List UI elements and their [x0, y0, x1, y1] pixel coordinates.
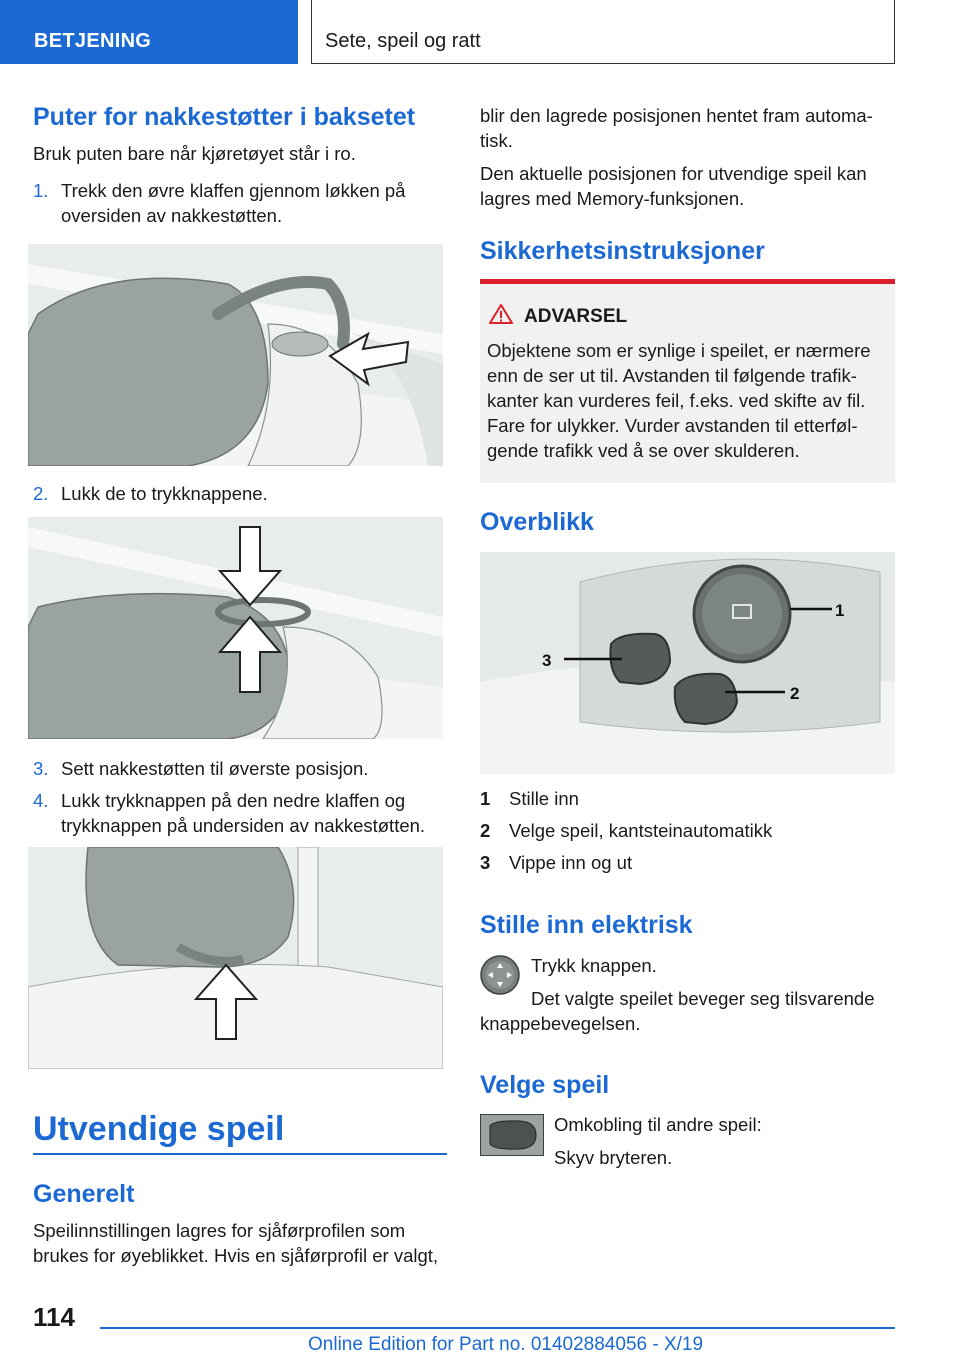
- electric-text: Det valgte speilet beveger seg tilsvarende: [531, 988, 875, 1009]
- headrest-lower-flap-illustration: [28, 847, 443, 1069]
- step-number: 1.: [33, 180, 49, 201]
- legend-number: 2: [480, 820, 491, 841]
- warning-text: kanter kan vurderes feil, f.eks. ved skifte av fil.: [487, 390, 866, 411]
- step-text: trykknappen på undersiden av nakkestøtten.: [61, 815, 426, 836]
- step-text: Sett nakkestøtten til øverste posisjon.: [61, 758, 369, 779]
- select-text: Omkobling til andre speil:: [554, 1114, 762, 1135]
- legend-text: Velge speil, kantsteinautomatikk: [509, 820, 773, 841]
- intro-text: Bruk puten bare når kjøretøyet står i ro.: [33, 143, 356, 164]
- footer-rule: [100, 1327, 895, 1329]
- warning-text: enn de ser ut til. Avstanden til følgende trafik-: [487, 365, 857, 386]
- step-number: 2.: [33, 483, 49, 504]
- body-text: Den aktuelle posisjonen for utvendige speil kan: [480, 163, 867, 184]
- headrest-strap-illustration: [28, 244, 443, 466]
- step-number: 4.: [33, 790, 49, 811]
- section-rule: [33, 1153, 447, 1155]
- legend-number: 1: [480, 788, 491, 809]
- body-text: lagres med Memory-funksjonen.: [480, 188, 745, 209]
- edition-text: Online Edition for Part no. 01402884056 - X/19: [308, 1334, 704, 1355]
- warning-label: ADVARSEL: [524, 306, 628, 327]
- section-tab: BETJENING: [0, 0, 298, 64]
- subsection-heading: Generelt: [33, 1180, 135, 1208]
- mirror-adjust-button-icon: [480, 955, 520, 1000]
- safety-heading: Sikkerhetsinstruksjoner: [480, 237, 765, 265]
- mirror-selector-switch-icon: [480, 1114, 544, 1161]
- legend-number: 3: [480, 852, 491, 873]
- callout-2: 2: [790, 684, 800, 703]
- select-mirror-heading: Velge speil: [480, 1071, 610, 1099]
- step-text: Trekk den øvre klaffen gjennom løkken på: [61, 180, 406, 201]
- mirror-switch-panel-illustration: [480, 552, 895, 774]
- body-text: blir den lagrede posisjonen hentet fram automa-: [480, 105, 873, 126]
- warning-text: Objektene som er synlige i speilet, er nærmere: [487, 340, 871, 361]
- section-title: Utvendige speil: [33, 1110, 285, 1148]
- step-text: Lukk trykknappen på den nedre klaffen og: [61, 790, 406, 811]
- chapter-title: Sete, speil og ratt: [311, 0, 895, 64]
- step-number: 3.: [33, 758, 49, 779]
- legend-text: Stille inn: [509, 788, 579, 809]
- electric-text: Trykk knappen.: [531, 955, 657, 976]
- body-text: tisk.: [480, 130, 513, 151]
- general-text: Speilinnstillingen lagres for sjåførprofilen som: [33, 1220, 406, 1241]
- general-text: brukes for øyeblikket. Hvis en sjåførprofil er valgt,: [33, 1245, 439, 1266]
- warning-text: gende trafikk ved å se over skulderen.: [487, 440, 800, 461]
- callout-3: 3: [542, 651, 552, 670]
- headrest-cushion-heading: Puter for nakkestøtter i baksetet: [33, 103, 416, 131]
- headrest-pushbutton-illustration: [28, 517, 443, 739]
- callout-1: 1: [835, 601, 845, 620]
- page-number: 114: [33, 1302, 75, 1332]
- legend-text: Vippe inn og ut: [509, 852, 633, 873]
- step-text: Lukk de to trykknappene.: [61, 483, 268, 504]
- select-text: Skyv bryteren.: [554, 1147, 673, 1168]
- warning-triangle-icon: [488, 303, 514, 330]
- electric-heading: Stille inn elektrisk: [480, 911, 693, 939]
- step-text: oversiden av nakkestøtten.: [61, 205, 283, 226]
- overview-heading: Overblikk: [480, 508, 594, 536]
- electric-text: knappebevegelsen.: [480, 1013, 641, 1034]
- warning-text: Fare for ulykker. Vurder avstanden til etterføl-: [487, 415, 858, 436]
